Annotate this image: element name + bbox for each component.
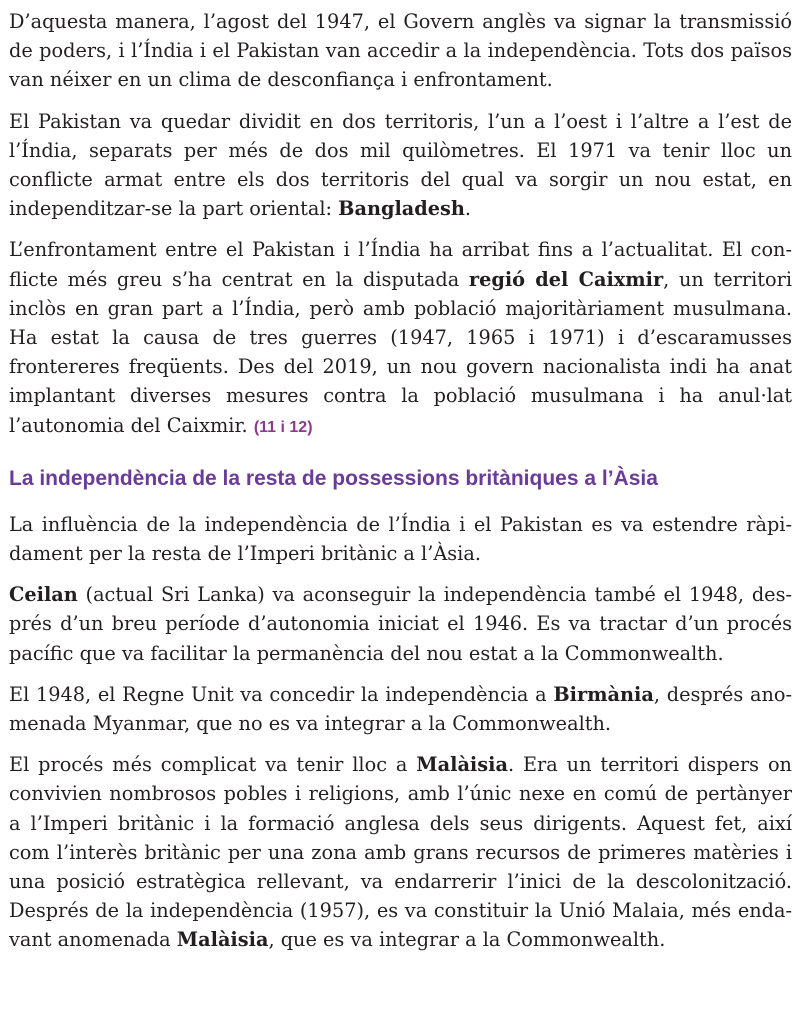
paragraph-text: La influència de la independència de l’Índia i el Pakistan es va estendre ràpidament per la resta de l’Imperi britànic a l’Àsia. <box>9 512 792 566</box>
paragraph-text: El 1948, el Regne Unit va concedir la independència a <box>9 682 554 706</box>
paragraph-malaisia <box>9 750 792 954</box>
bold-term-ceilan: Ceilan <box>9 583 78 607</box>
paragraph-text: El procés més complicat va tenir lloc a <box>9 753 417 777</box>
document-page <box>9 7 792 967</box>
paragraph-birmania <box>9 680 792 738</box>
bold-term-malaisia-2: Malàisia <box>176 928 269 952</box>
bold-term-birmania: Birmània <box>553 682 654 706</box>
paragraph-text: D’aquesta manera, l’agost del 1947, el Govern anglès va signar la transmissió de poders, i l’Índia i el Pakistan van accedir a la independència. Tots dos països van néixer en un clima de desconfiança i enfrontament. <box>9 10 792 92</box>
paragraph-text: El Pakistan va quedar dividit en dos territoris, l’un a l’oest i l’altre a l’est de l’Índia, separats per més de dos mil quilòmetres. El 1971 va tenir lloc un conflicte armat entre els dos territoris del qual va sorgir un nou estat, en independitzar-se la part oriental: <box>9 109 792 221</box>
paragraph-independence-1947 <box>9 7 792 95</box>
bold-term-bangladesh: Bangladesh <box>338 197 465 221</box>
paragraph-text-continued: , després anomenada Myanmar, que no es va integrar a la Commonwealth. <box>9 682 792 736</box>
paragraph-text: (actual Sri Lanka) va aconseguir la independència també el 1948, després d’un breu període d’autonomia iniciat el 1946. Es va tractar d’un procés pacífic que va facilitar la permanència del nou estat a la Commonwealth. <box>9 583 792 665</box>
paragraph-influence <box>9 510 792 568</box>
paragraph-text-end: . <box>464 197 472 221</box>
paragraph-text-continued: , un territori inclòs en gran part a l’Índia, però amb població majoritàriament musulmana. Ha estat la causa de tres guerres (1947, 1965 i 1971) i d’escaramusses frontereres freqüents. Des del 2019, un nou govern nacionalista indi ha anat implantant diverses mesures contra la població musulmana i ha anul·lat l’autonomia del Caixmir. <box>9 267 792 437</box>
paragraph-text: L’enfrontament entre el Pakistan i l’Índia ha arribat fins a l’actualitat. El conflicte més greu s’ha centrat en la disputada <box>9 238 792 291</box>
figure-reference: (11 i 12) <box>253 418 313 436</box>
paragraph-caixmir-conflict <box>9 235 792 441</box>
paragraph-pakistan-division <box>9 107 792 224</box>
section-heading: La independència de la resta de possessions britàniques a l’Àsia <box>9 466 658 490</box>
paragraph-text-end: , que es va integrar a la Commonwealth. <box>268 928 666 952</box>
bold-term-malaisia: Malàisia <box>416 753 508 777</box>
paragraph-text-continued: . Era un territori dispers on convivien nombrosos pobles i religions, amb l’únic nexe en comú de pertànyer a l’Imperi britànic i la formació anglesa dels seus dirigents. Aquest fet, així com l’interès britànic per una zona amb grans recursos de primeres matèries i una posició estratègica rellevant, va endarrerir l’inici de la descolonització. Després de la independència (1957), es va constituir la Unió Malaia, més endavant anomenada <box>9 753 792 952</box>
bold-term-caixmir: regió del Caixmir <box>468 267 664 291</box>
paragraph-ceilan <box>9 580 792 668</box>
